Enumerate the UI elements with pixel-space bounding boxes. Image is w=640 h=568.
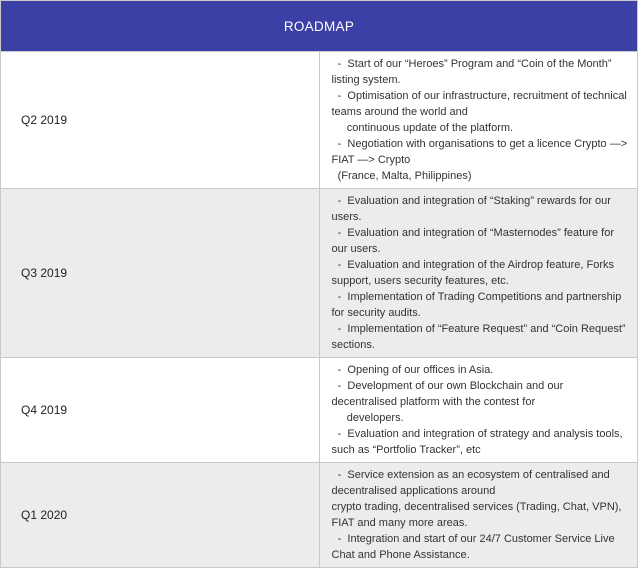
milestone-list (319, 358, 638, 463)
milestone-item: - Evaluation and integration of the Airdrop feature, Forks support, users security features, etc. (331, 259, 618, 287)
milestone-item: crypto trading, decentralised services (Trading, Chat, VPN), FIAT and many more areas. (331, 501, 625, 529)
milestone-item: - Evaluation and integration of “Masternodes” feature for our users. (331, 227, 618, 255)
period-label: Q1 2020 (1, 463, 320, 568)
period-label: Q3 2019 (1, 189, 320, 358)
roadmap-row-q1-2020 (1, 463, 638, 568)
milestone-item: (France, Malta, Philippines) (331, 170, 472, 182)
milestone-item: - Development of our own Blockchain and our decentralised platform with the contest for (331, 380, 567, 408)
milestone-item: - Implementation of “Feature Request” and “Coin Request” sections. (331, 323, 629, 351)
roadmap-row-q2-2019 (1, 52, 638, 189)
milestone-item: - Start of our “Heroes” Program and “Coin of the Month” listing system. (331, 58, 615, 86)
roadmap-title: ROADMAP (1, 1, 638, 52)
roadmap-row-q4-2019 (1, 358, 638, 463)
milestone-list (319, 189, 638, 358)
milestone-item: - Negotiation with organisations to get a licence Crypto —> FIAT —> Crypto (331, 138, 631, 166)
milestone-item: developers. (331, 412, 404, 424)
roadmap-row-q3-2019 (1, 189, 638, 358)
milestone-item: - Integration and start of our 24/7 Customer Service Live Chat and Phone Assistance. (331, 533, 618, 561)
milestone-item: - Optimisation of our infrastructure, recruitment of technical teams around the world and (331, 90, 630, 118)
milestone-item: continuous update of the platform. (331, 122, 514, 134)
milestone-list (319, 463, 638, 568)
milestone-item: - Evaluation and integration of strategy and analysis tools, such as “Portfolio Tracker”, etc (331, 428, 626, 456)
milestone-list (319, 52, 638, 189)
milestone-item: - Opening of our offices in Asia. (331, 364, 494, 376)
period-label: Q2 2019 (1, 52, 320, 189)
milestone-item: - Service extension as an ecosystem of centralised and decentralised applications around (331, 469, 613, 497)
period-label: Q4 2019 (1, 358, 320, 463)
milestone-item: - Implementation of Trading Competitions and partnership for security audits. (331, 291, 625, 319)
milestone-item: - Evaluation and integration of “Staking” rewards for our users. (331, 195, 614, 223)
